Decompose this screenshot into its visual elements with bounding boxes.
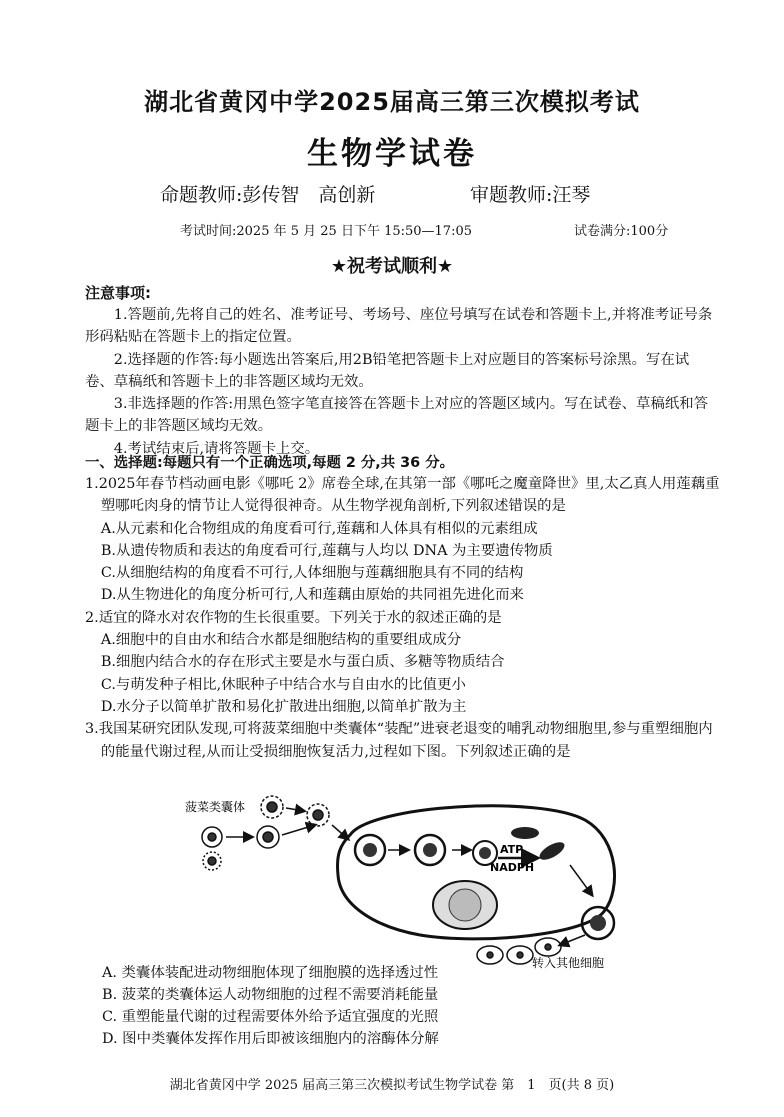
full-score: 试卷满分:100分 [574,224,669,239]
label-atp: ATP [500,843,524,856]
option-b: B.细胞内结合水的存在形式主要是水与蛋白质、多糖等物质结合 [100,654,505,671]
option-c: C.从细胞结构的角度看不可行,人体细胞与莲藕细胞具有不同的结构 [100,565,524,582]
arrows [226,808,592,945]
section-heading: 一、选择题:每题只有一个正确选项,每题 2 分,共 36 分。 [85,455,454,471]
option-d: D.水分子以简单扩散和易化扩散进出细胞,以简单扩散为主 [100,698,467,715]
animal-cell [338,806,615,939]
thylakoid-figure [180,795,640,970]
option-c: C. 重塑能量代谢的过程需要体外给予适宜强度的光照 [102,1009,439,1025]
exam-title: 湖北省黄冈中学2025届高三第三次模拟考试 [144,88,640,116]
notice-item: 4.考试结束后,请将答题卡上交。 [113,440,320,457]
option-d: D. 图中类囊体发挥作用后即被该细胞内的溶酶体分解 [102,1031,439,1047]
option-a: A. 类囊体装配进动物细胞体现了细胞膜的选择透过性 [102,965,439,981]
exam-info-line [180,220,669,239]
option-b: B. 菠菜的类囊体运人动物细胞的过程不需要消耗能量 [102,987,439,1003]
option-c: C.与萌发种子相比,休眠种子中结合水与自由水的比值更小 [100,676,466,693]
page-footer: 湖北省黄冈中学 2025 届高三第三次模拟考试生物学试卷 第 1 页(共 8 页) [169,1078,615,1093]
notice-item: 1.答题前,先将自己的姓名、准考证号、考场号、座位号填写在试卷和答题卡上,并将准考证号条形码粘贴在答题卡上的指定位置。 [85,307,713,346]
option-a: A.细胞中的自由水和结合水都是细胞结构的重要组成成分 [100,632,462,649]
notice-item: 2.选择题的作答:每小题选出答案后,用2B铅笔把答题卡上对应题目的答案标号涂黑。写在试卷、草稿纸和答题卡上的非答题区域均无效。 [85,351,690,390]
option-b: B.从遗传物质和表达的角度看可行,莲藕与人均以 DNA 为主要遗传物质 [100,542,553,559]
question-stem: 1.2025年春节档动画电影《哪吒 2》席卷全球,在其第一部《哪吒之魔童降世》里,太乙真人用莲藕重塑哪吒肉身的情节让人觉得很神奇。从生物学视角剖析,下列叙述错误的是 [85,476,720,515]
question-stem: 2.适宜的降水对农作物的生长很重要。下列关于水的叙述正确的是 [85,609,502,626]
label-nadph: NADPH [490,861,535,874]
label-other-cells: 转入其他细胞 [532,956,605,970]
good-luck-banner: ★祝考试顺利★ [330,256,454,277]
exam-time: 考试时间:2025 年 5 月 25 日下午 15:50—17:05 [180,224,472,239]
notice-item: 3.非选择题的作答:用黑色签字笔直接答在答题卡上对应的答题区域内。写在试卷、草稿纸和答题卡上的非答题区域均无效。 [85,396,709,435]
option-d: D.从生物进化的角度分析可行,人和莲藕由原始的共同祖先进化而来 [100,587,524,604]
notice-heading: 注意事项: [85,284,151,302]
question-stem: 3.我国某研究团队发现,可将菠菜细胞中类囊体“装配”进衰老退变的哺乳动物细胞里,参与重塑细胞内的能量代谢过程,从而让受损细胞恢复活力,过程如下图。下列叙述正确的是 [85,721,713,760]
option-a: A.从元素和化合物组成的角度看可行,莲藕和人体具有相似的元素组成 [100,520,538,537]
question-3-options [102,962,439,1050]
questions-block [85,473,720,763]
subject-title: 生物学试卷 [307,136,477,172]
teachers-line [160,180,591,207]
reviewer: 审题教师:汪琴 [470,184,591,206]
label-spinach-thylakoid: 菠菜类囊体 [185,800,246,814]
notice-list [85,304,715,460]
question-2 [85,607,720,718]
authors: 命题教师:彭传智 高创新 [160,184,376,206]
question-3 [85,718,720,763]
question-1 [85,473,720,607]
